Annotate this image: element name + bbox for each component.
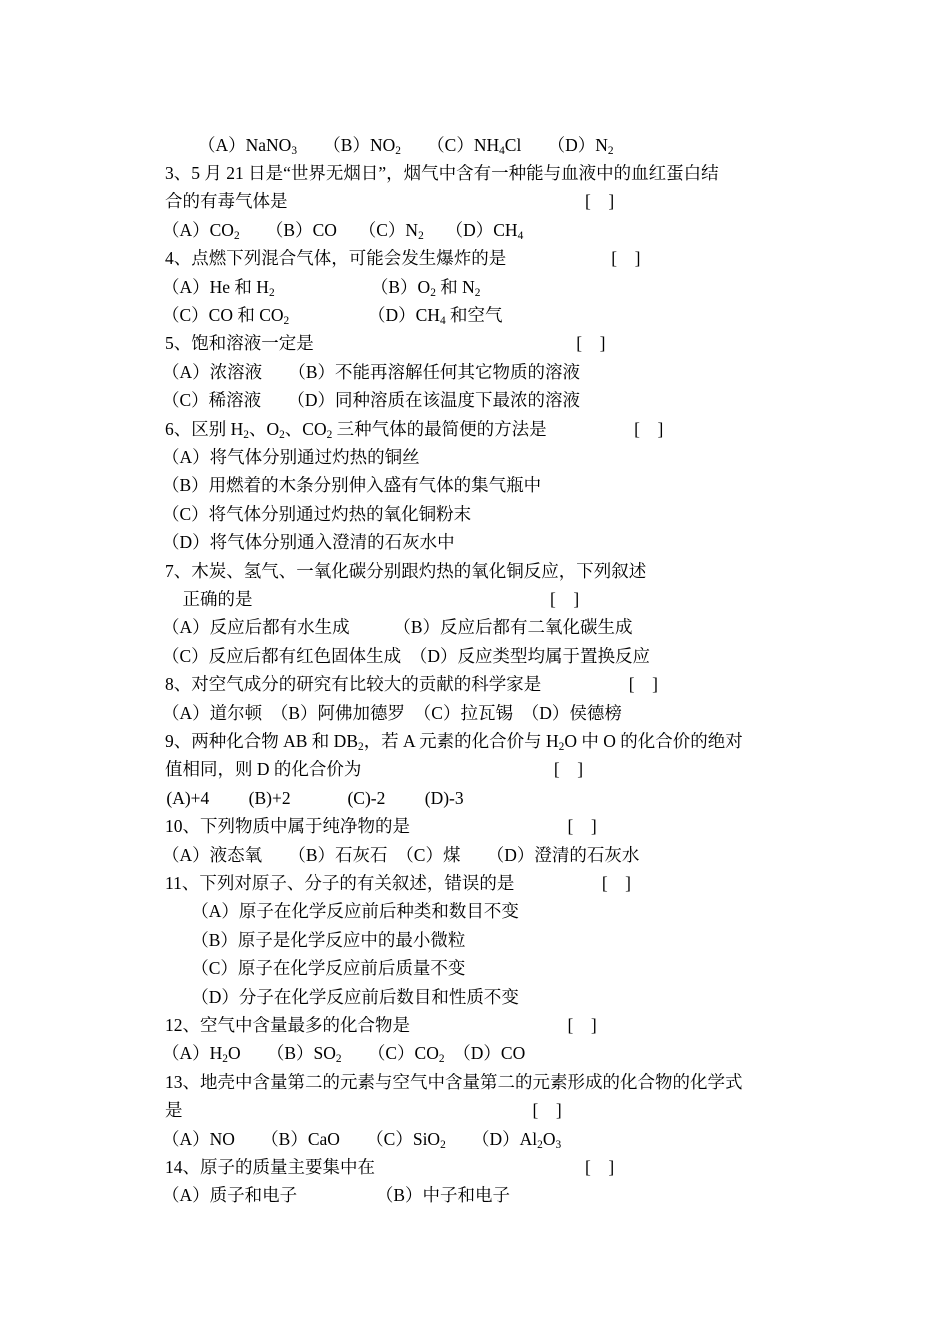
- q6-option-c: （C）将气体分别通过灼热的氧化铜粉末: [162, 504, 472, 524]
- q11-option-a: （A）原子在化学反应前后种类和数目不变: [165, 901, 519, 921]
- q13-stem-1: 13、地壳中含量第二的元素与空气中含量第二的元素形成的化合物的化学式: [165, 1072, 743, 1092]
- q9-options: (A)+4 (B)+2 (C)-2 (D)-3: [162, 788, 464, 808]
- q6-option-d: （D）将气体分别通入澄清的石灰水中: [162, 532, 455, 552]
- q7-options-2: （C）反应后都有红色固体生成 （D）反应类型均属于置换反应: [162, 646, 651, 666]
- q14-options: （A）质子和电子 （B）中子和电子: [162, 1185, 511, 1205]
- q5-stem: 5、饱和溶液一定是 [ ]: [165, 333, 606, 353]
- q12-options: $(A)H_2O$ $(B)SO_2$ $(C)CO_2$ （D）CO: [162, 1043, 526, 1065]
- q6-option-b: （B）用燃着的木条分别伸入盛有气体的集气瓶中: [162, 475, 542, 495]
- q10-options: （A）液态氧 （B）石灰石 （C）煤 （D）澄清的石灰水: [162, 845, 640, 865]
- q11-option-d: （D）分子在化学反应前后数目和性质不变: [165, 987, 519, 1007]
- q5-options-2: （C）稀溶液 （D）同种溶质在该温度下最浓的溶液: [162, 390, 581, 410]
- q9-stem-1: 9、两种化合物 AB 和 $DB_2$，若 A 元素的化合价与 $H_2O$ 中 O 的化合价的绝对: [165, 731, 743, 753]
- q8-stem: 8、对空气成分的研究有比较大的贡献的科学家是 [ ]: [165, 674, 658, 694]
- q4-options-2: （C）CO 和 $CO_2$ $(D)CH_4$ 和空气: [162, 305, 503, 327]
- q11-stem: 11、下列对原子、分子的有关叙述，错误的是 [ ]: [165, 873, 632, 893]
- q13-stem-2: 是 [ ]: [165, 1100, 562, 1120]
- q11-option-c: （C）原子在化学反应前后质量不变: [165, 958, 466, 978]
- q3-options: $(A)CO_2$ （B）CO $(C)N_2$ $(D)CH_4$: [162, 220, 524, 242]
- q6-option-a: （A）将气体分别通过灼热的铜丝: [162, 447, 420, 467]
- q14-stem: 14、原子的质量主要集中在 [ ]: [165, 1157, 615, 1177]
- q2-options: （A）NaNO$_3$ $(B)NO_2$ $(C)NH_4Cl$ $(D)N_2$: [198, 135, 614, 157]
- q11-option-b: （B）原子是化学反应中的最小微粒: [165, 930, 466, 950]
- q4-options-1: （A）He 和 $H_2$ $(B)O_2$ 和 $N_2$: [162, 277, 481, 299]
- q7-stem-2: 正确的是 [ ]: [165, 589, 580, 609]
- q9-stem-2: 值相同，则 D 的化合价为 [ ]: [165, 759, 584, 779]
- q7-options-1: （A）反应后都有水生成 （B）反应后都有二氧化碳生成: [162, 617, 633, 637]
- q3-stem-2: 合的有毒气体是 [ ]: [165, 191, 615, 211]
- q12-stem: 12、空气中含量最多的化合物是 [ ]: [165, 1015, 597, 1035]
- q7-stem-1: 7、木炭、氢气、一氧化碳分别跟灼热的氧化铜反应，下列叙述: [165, 561, 647, 581]
- q6-stem: 6、区别 $H_2$、$O_2$、$CO_2$ 三种气体的最简便的方法是 [ ]: [165, 419, 664, 441]
- q10-stem: 10、下列物质中属于纯净物的是 [ ]: [165, 816, 597, 836]
- q5-options-1: （A）浓溶液 （B）不能再溶解任何其它物质的溶液: [162, 362, 581, 382]
- q4-stem: 4、点燃下列混合气体，可能会发生爆炸的是 [ ]: [165, 248, 641, 268]
- q3-stem-1: 3、5 月 21 日是“世界无烟日”，烟气中含有一种能与血液中的血红蛋白结: [165, 163, 719, 183]
- q8-options: （A）道尔顿 （B）阿佛加德罗 （C）拉瓦锡 （D）侯德榜: [162, 703, 622, 723]
- q13-options: （A）NO （B）CaO （C）SiO$_2$ $(D)Al_2O_3$: [162, 1129, 562, 1151]
